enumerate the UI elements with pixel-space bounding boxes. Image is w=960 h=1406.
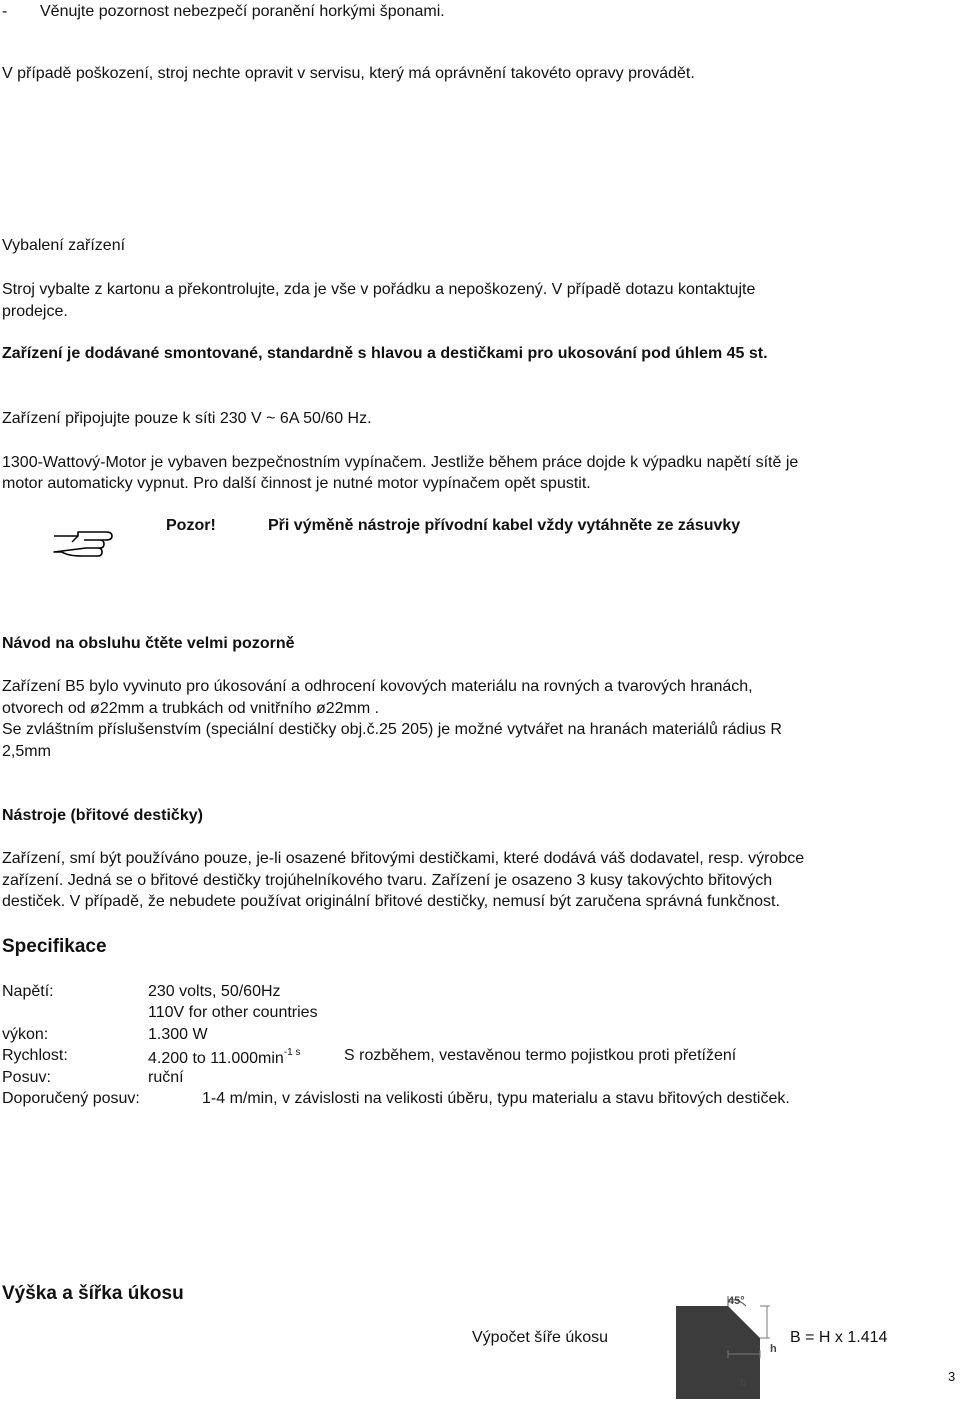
bevel-formula: B = H x 1.414 — [790, 1329, 888, 1346]
hot-chips-warning: Věnujte pozornost nebezpečí poranění horkými šponami. — [40, 3, 445, 20]
damage-note: V případě poškození, stroj nechte opravit v servisu, který má oprávnění takovéto opravy provádět. — [2, 65, 695, 82]
warning-text: Při výměně nástroje přívodní kabel vždy vytáhněte ze zásuvky — [268, 517, 741, 534]
voltage-value-other: 110V for other countries — [148, 1004, 318, 1021]
diagram-b-label: b — [740, 1377, 747, 1389]
power-label: výkon: — [2, 1026, 49, 1043]
speed-value-text: 4.200 to 11.000min — [148, 1050, 284, 1067]
manual-line-3: Se zvláštním příslušenstvím (speciální destičky obj.č.25 205) je možné vytvářet na hranách materiálů rádius R — [2, 721, 782, 738]
tools-line-2: zařízení. Jedná se o břitové destičky trojúhelníkového tvaru. Zařízení je osazeno 3 kusy takovýchto břitových — [2, 872, 773, 889]
voltage-value: 230 volts, 50/60Hz — [148, 983, 281, 1000]
dash-bullet: - — [2, 3, 8, 20]
assembly-note: Zařízení je dodávané smontované, standardně s hlavou a destičkami pro ukosování pod úhlem 45 st. — [2, 345, 768, 362]
unpacking-line-2: prodejce. — [2, 303, 68, 320]
recommended-feed-value: 1-4 m/min, v závislosti na velikosti úběru, typu materialu a stavu břitových destiček. — [202, 1090, 790, 1107]
recommended-feed-label: Doporučený posuv: — [2, 1090, 140, 1107]
manual-line-1: Zařízení B5 bylo vyvinuto pro úkosování a odhrocení kovových materiálu na rovných a tvarových hranách, — [2, 678, 753, 695]
feed-label: Posuv: — [2, 1069, 51, 1086]
manual-line-2: otvorech od ø22mm a trubkách od vnitřního ø22mm . — [2, 700, 380, 717]
manual-heading: Návod na obsluhu čtěte velmi pozorně — [2, 635, 295, 652]
diagram-angle-label: 45° — [728, 1295, 745, 1307]
unpacking-heading: Vybalení zařízení — [2, 237, 126, 254]
manual-line-4: 2,5mm — [2, 743, 51, 760]
page-number: 3 — [948, 1369, 956, 1384]
bevel-heading: Výška a šířka úkosu — [2, 1283, 184, 1304]
tools-line-3: destiček. V případě, že nebudete používat originální břitové destičky, nemusí být zaručena správná funkčnost. — [2, 893, 780, 910]
voltage-label: Napětí: — [2, 983, 54, 1000]
feed-value: ruční — [148, 1069, 184, 1086]
pointing-hand-icon — [48, 526, 116, 566]
specs-heading: Specifikace — [2, 936, 107, 957]
speed-value — [148, 1046, 300, 1070]
speed-note: S rozběhem, vestavěnou termo pojistkou proti přetížení — [344, 1047, 737, 1064]
warning-label: Pozor! — [166, 517, 216, 534]
speed-label: Rychlost: — [2, 1047, 68, 1064]
bevel-diagram — [676, 1294, 786, 1399]
motor-line-2: motor automaticky vypnut. Pro další činnost je nutné motor vypínačem opět spustit. — [2, 475, 591, 492]
bevel-calc-label: Výpočet šíře úkosu — [472, 1329, 609, 1346]
unpacking-line-1: Stroj vybalte z kartonu a překontrolujte, zda je vše v pořádku a nepoškozený. V případě dotazu kontaktujte — [2, 281, 756, 298]
tools-line-1: Zařízení, smí být používáno pouze, je-li osazené břitovými destičkami, které dodává váš dodavatel, resp. výrobce — [2, 850, 805, 867]
motor-line-1: 1300-Wattový-Motor je vybaven bezpečnostním vypínačem. Jestliže během práce dojde k výpadku napětí sítě je — [2, 454, 799, 471]
speed-unit-superscript: -1 s — [283, 1047, 301, 1058]
tools-heading: Nástroje (břitové destičky) — [2, 807, 203, 824]
power-connection-note: Zařízení připojujte pouze k síti 230 V ~ 6A 50/60 Hz. — [2, 410, 372, 427]
diagram-h-label: h — [770, 1343, 777, 1355]
power-value: 1.300 W — [148, 1026, 208, 1043]
